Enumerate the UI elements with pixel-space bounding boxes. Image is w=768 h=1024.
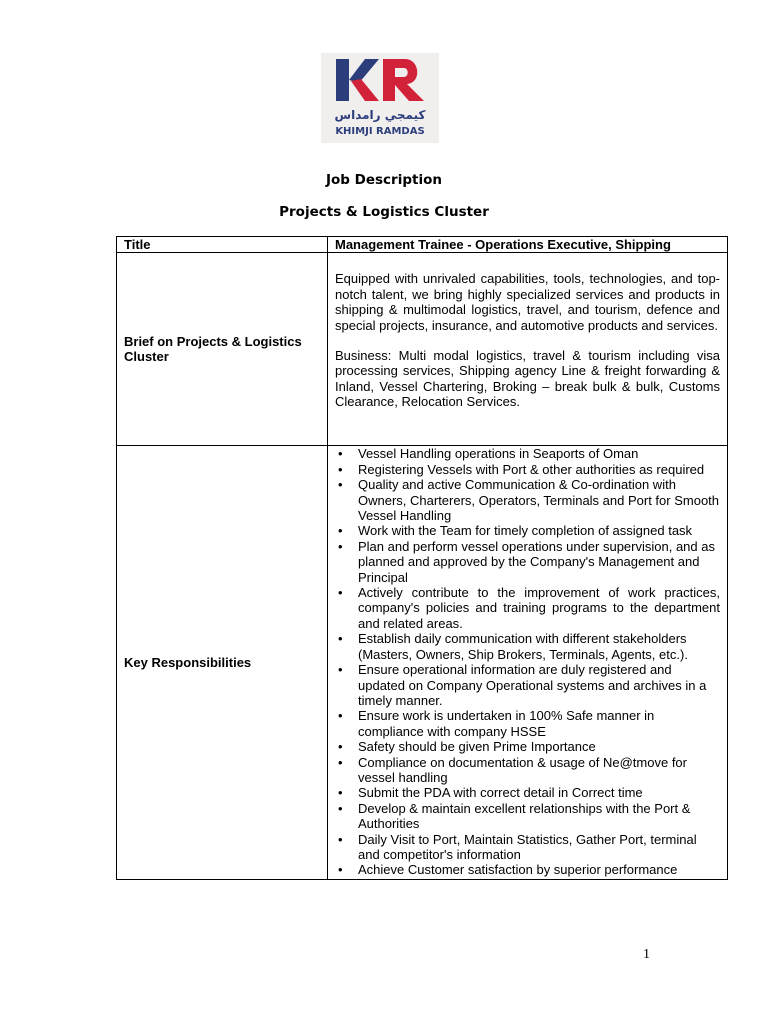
responsibilities-list [335, 446, 720, 877]
logo-k-arm-upper [349, 59, 379, 83]
company-logo [321, 53, 439, 143]
list-item: • Compliance on documentation & usage of Ne@tmove for vessel handling [335, 755, 720, 786]
brief-row [117, 253, 728, 446]
title-label: Title [117, 237, 328, 253]
logo-arabic-text: كيمجي رامداس [334, 108, 426, 122]
title-row [117, 237, 728, 253]
list-item: • Ensure operational information are duly registered and updated on Company Operational systems and archives in a timely manner. [335, 662, 720, 708]
list-item: • Achieve Customer satisfaction by superior performance [335, 862, 720, 877]
list-item: • Actively contribute to the improvement of work practices, company's policies and training programs to the department and related areas. [335, 585, 720, 631]
cluster-title: Projects & Logistics Cluster [279, 204, 489, 220]
list-item: • Registering Vessels with Port & other authorities as required [335, 462, 720, 477]
list-item: • Quality and active Communication & Co-ordination with Owners, Charterers, Operators, Terminals and Port for Smooth Vessel Handling [335, 477, 720, 523]
list-item: • Vessel Handling operations in Seaports of Oman [335, 446, 720, 461]
logo-r-shape [383, 59, 424, 101]
document-title: Job Description [326, 172, 442, 188]
responsibilities-row [117, 446, 728, 879]
list-item: • Ensure work is undertaken in 100% Safe manner in compliance with company HSSE [335, 708, 720, 739]
responsibilities-label: Key Responsibilities [117, 446, 328, 879]
job-description-table [116, 236, 728, 880]
logo-english-text: KHIMJI RAMDAS [335, 126, 425, 137]
list-item: • Submit the PDA with correct detail in Correct time [335, 785, 720, 800]
logo-k-stem [336, 59, 349, 101]
list-item: • Work with the Team for timely completion of assigned task [335, 523, 720, 538]
list-item: • Safety should be given Prime Importance [335, 739, 720, 754]
brief-cell [328, 253, 728, 446]
responsibilities-cell [328, 446, 728, 879]
list-item: • Daily Visit to Port, Maintain Statistics, Gather Port, terminal and competitor's information [335, 832, 720, 863]
brief-paragraph-2: Business: Multi modal logistics, travel & tourism including visa processing services, Shipping agency Line & freight forwarding & Inland, Vessel Chartering, Broking – break bulk & bulk, Customs Clearance, Relocation Services. [335, 348, 720, 410]
page-number: 1 [643, 947, 650, 962]
list-item: • Develop & maintain excellent relationships with the Port & Authorities [335, 801, 720, 832]
title-value: Management Trainee - Operations Executive, Shipping [328, 237, 728, 253]
list-item: • Establish daily communication with different stakeholders (Masters, Owners, Ship Brokers, Terminals, Agents, etc.). [335, 631, 720, 662]
list-item: • Plan and perform vessel operations under supervision, and as planned and approved by the Company's Management and Principal [335, 539, 720, 585]
brief-label: Brief on Projects & Logistics Cluster [117, 253, 328, 446]
logo-k-arm-lower [351, 79, 379, 101]
brief-paragraph-1: Equipped with unrivaled capabilities, tools, technologies, and top-notch talent, we bring highly specialized services and products in shipping & multimodal logistics, travel, and tourism, defence and special projects, insurance, and automotive products and services. [335, 271, 720, 333]
